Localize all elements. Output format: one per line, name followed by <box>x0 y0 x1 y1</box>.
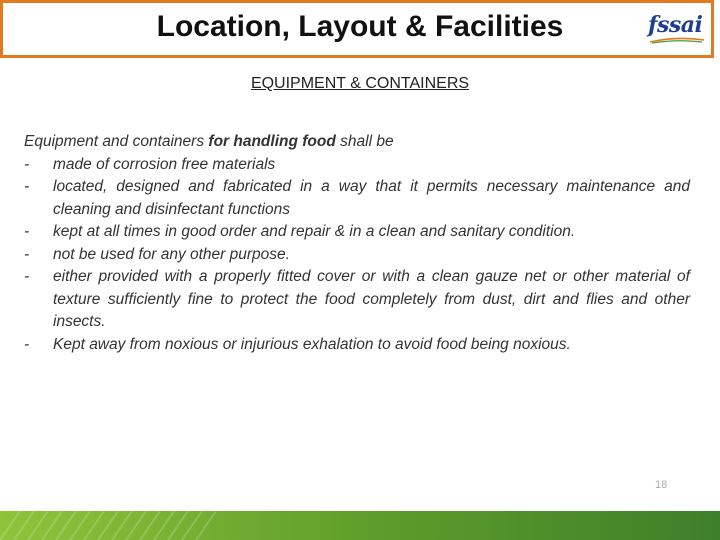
requirements-list <box>24 154 690 357</box>
list-item <box>24 221 690 244</box>
list-item <box>24 334 690 357</box>
list-item <box>24 244 690 267</box>
bullet-dash: - <box>24 223 30 240</box>
logo-swoosh-icon <box>648 36 706 44</box>
intro-emphasis: for handling food <box>208 133 336 150</box>
bullet-dash: - <box>24 268 30 285</box>
intro-prefix: Equipment and containers <box>24 133 209 150</box>
footer-stripes-icon <box>0 511 720 540</box>
bullet-dash: - <box>24 155 30 173</box>
footer-bar <box>0 511 720 540</box>
fssai-logo <box>648 12 708 44</box>
logo-text: fssai <box>648 12 703 38</box>
bullet-dash: - <box>24 245 30 263</box>
page-number: 18 <box>655 479 668 491</box>
list-item <box>24 176 690 221</box>
list-item-text: kept at all times in good order and repair & in a clean and sanitary condition. <box>53 223 576 240</box>
bullet-dash: - <box>24 178 30 195</box>
list-item <box>24 266 690 334</box>
list-item-text: made of corrosion free materials <box>53 155 276 173</box>
list-item <box>24 154 690 177</box>
slide-title: Location, Layout & Facilities <box>156 10 564 43</box>
list-item-text: not be used for any other purpose. <box>53 245 290 263</box>
list-item-text: either provided with a properly fitted cover or with a clean gauze net or other material of texture sufficiently fine to protect the food completely from dust, dirt and flies and other insects. <box>53 268 690 330</box>
section-subtitle: EQUIPMENT & CONTAINERS <box>250 75 470 92</box>
content-body <box>24 131 690 356</box>
intro-suffix: shall be <box>335 133 394 150</box>
intro-sentence <box>24 131 690 154</box>
bullet-dash: - <box>24 335 30 353</box>
list-item-text: located, designed and fabricated in a way that it permits necessary maintenance and cleaning and disinfectant functions <box>53 178 690 218</box>
list-item-text: Kept away from noxious or injurious exhalation to avoid food being noxious. <box>53 335 571 353</box>
